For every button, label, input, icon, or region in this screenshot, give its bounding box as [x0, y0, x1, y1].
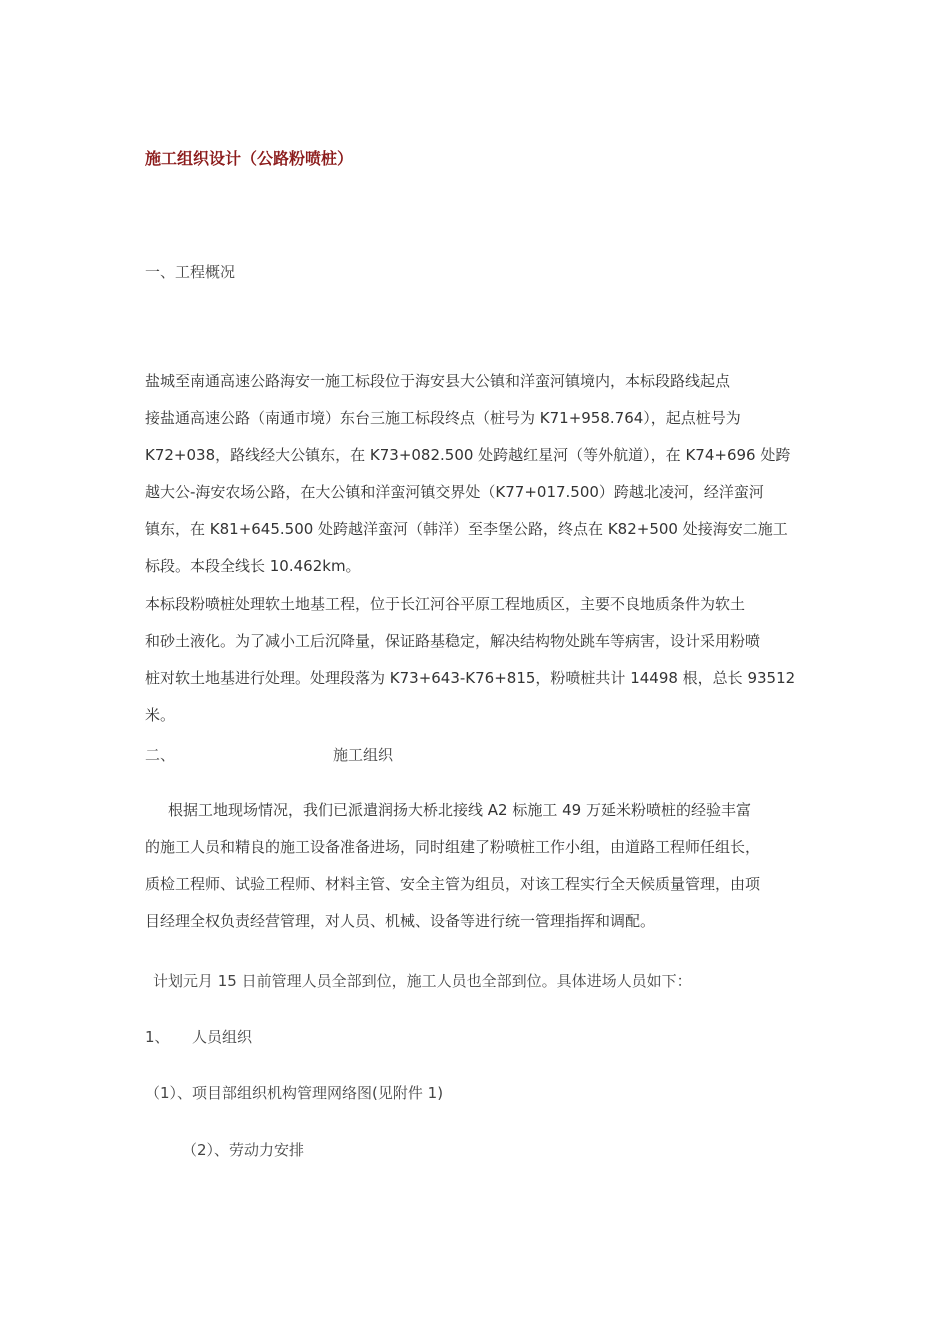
- paragraph-line: 镇东，在 K81+645.500 处跨越洋蛮河（韩洋）至李堡公路，终点在 K82+500 处接海安二施工: [145, 520, 788, 538]
- paragraph-line: 标段。本段全线长 10.462km。: [145, 557, 361, 575]
- organization-paragraph-2: 计划元月 15 日前管理人员全部到位，施工人员也全部到位。具体进场人员如下：: [153, 972, 692, 990]
- paragraph-line: K72+038，路线经大公镇东，在 K73+082.500 处跨越红星河（等外航道），在 K74+696 处跨: [145, 446, 791, 464]
- paragraph-line: 根据工地现场情况，我们已派遣润扬大桥北接线 A2 标施工 49 万延米粉喷桩的经验丰富: [168, 801, 751, 819]
- section-heading-number: 二、: [145, 746, 176, 764]
- paragraph-line: 质检工程师、试验工程师、材料主管、安全主管为组员，对该工程实行全天候质量管理，由项: [145, 875, 761, 893]
- paragraph-line: 盐城至南通高速公路海安一施工标段位于海安县大公镇和洋蛮河镇境内，本标段路线起点: [145, 372, 731, 390]
- subsection-number: 1、: [145, 1028, 170, 1046]
- subsection-heading-personnel: 人员组织: [192, 1028, 253, 1046]
- paragraph-line: 米。: [145, 706, 176, 724]
- paragraph-line: 和砂土液化。为了减小工后沉降量，保证路基稳定，解决结构物处跳车等病害，设计采用粉喷: [145, 632, 761, 650]
- paragraph-line: 接盐通高速公路（南通市境）东台三施工标段终点（桩号为 K71+958.764），起点桩号为: [145, 409, 741, 427]
- list-item-org-chart: （1）、项目部组织机构管理网络图(见附件 1): [145, 1084, 444, 1102]
- paragraph-line: 的施工人员和精良的施工设备准备进场，同时组建了粉喷桩工作小组，由道路工程师任组长，: [145, 838, 761, 856]
- paragraph-line: 本标段粉喷桩处理软土地基工程，位于长江河谷平原工程地质区，主要不良地质条件为软土: [145, 595, 746, 613]
- document-title: 施工组织设计（公路粉喷桩）: [145, 149, 354, 168]
- section-heading-overview: 一、工程概况: [145, 263, 236, 281]
- overview-paragraph-1: [145, 363, 820, 585]
- organization-paragraph-1: [145, 792, 820, 940]
- overview-paragraph-2: [145, 586, 820, 734]
- list-item-labor: （2）、劳动力安排: [182, 1141, 305, 1159]
- section-heading-organization: 施工组织: [333, 746, 394, 764]
- paragraph-line: 目经理全权负责经营管理，对人员、机械、设备等进行统一管理指挥和调配。: [145, 912, 656, 930]
- paragraph-line: 桩对软土地基进行处理。处理段落为 K73+643-K76+815，粉喷桩共计 14498 根，总长 93512: [145, 669, 796, 687]
- paragraph-line: 越大公-海安农场公路，在大公镇和洋蛮河镇交界处（K77+017.500）跨越北凌河，经洋蛮河: [145, 483, 764, 501]
